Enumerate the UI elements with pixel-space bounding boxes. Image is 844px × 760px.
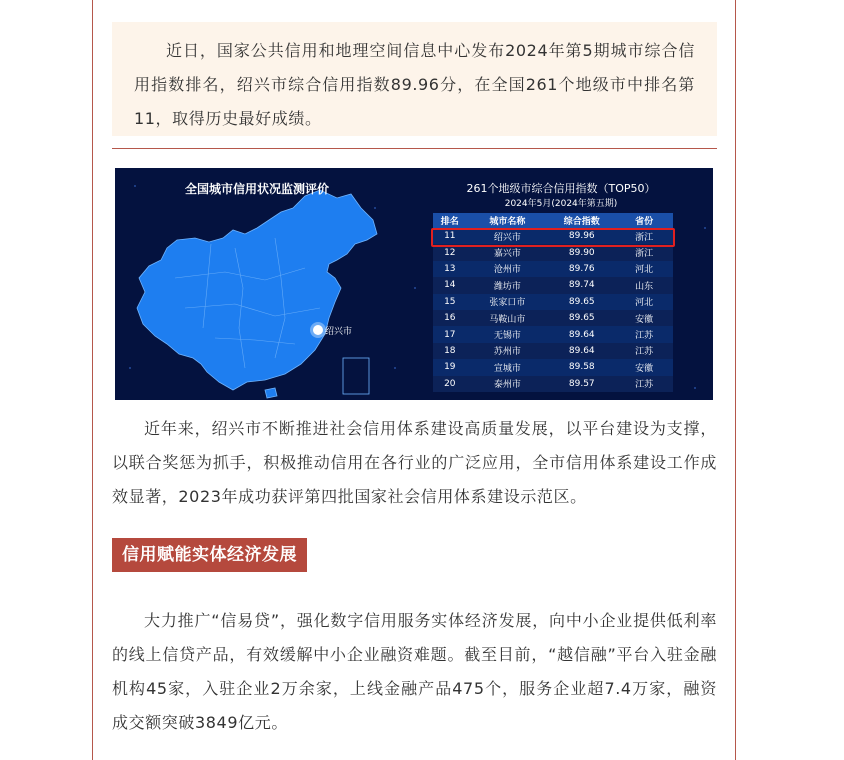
col-index-header: 综合指数 (548, 213, 615, 228)
province-cell: 河北 (615, 294, 673, 310)
intro-paragraph: 近日，国家公共信用和地理空间信息中心发布2024年第5期城市综合信用指数排名，绍兴市综合信用指数89.96分，在全国261个地级市中排名第11，取得历史最好成绩。 (134, 41, 695, 128)
rank-cell: 11 (433, 228, 467, 244)
province-cell: 安徽 (615, 359, 673, 375)
rank-cell: 20 (433, 376, 467, 392)
table-row (433, 294, 673, 310)
city-cell: 无锡市 (467, 326, 549, 342)
index-cell: 89.57 (548, 376, 615, 392)
rank-cell: 14 (433, 277, 467, 293)
province-cell: 河北 (615, 261, 673, 277)
city-cell: 宣城市 (467, 359, 549, 375)
table-row (433, 261, 673, 277)
city-cell: 泰州市 (467, 376, 549, 392)
table-row (433, 326, 673, 342)
rank-cell: 19 (433, 359, 467, 375)
col-city-header: 城市名称 (467, 213, 549, 228)
table-row (433, 376, 673, 392)
col-province-header: 省份 (615, 213, 673, 228)
south-sea-inset (343, 358, 369, 394)
divider-line (112, 148, 717, 149)
index-cell: 89.65 (548, 294, 615, 310)
index-cell: 89.65 (548, 310, 615, 326)
rank-cell: 17 (433, 326, 467, 342)
index-cell: 89.64 (548, 343, 615, 359)
index-cell: 89.90 (548, 244, 615, 260)
city-cell: 苏州市 (467, 343, 549, 359)
province-cell: 江苏 (615, 376, 673, 392)
table-row (433, 343, 673, 359)
ranking-title: 261个地级市综合信用指数（TOP50） (466, 182, 656, 195)
intro-callout (112, 22, 717, 136)
rank-cell: 13 (433, 261, 467, 277)
province-cell: 江苏 (615, 343, 673, 359)
index-cell: 89.58 (548, 359, 615, 375)
city-label: 绍兴市 (325, 327, 353, 337)
table-row (433, 277, 673, 293)
ranking-header-row (433, 213, 673, 228)
china-mainland-shape (137, 190, 377, 390)
shaoxing-highlight-box (431, 228, 675, 247)
city-cell: 马鞍山市 (467, 310, 549, 326)
paragraph-text: 近年来，绍兴市不断推进社会信用体系建设高质量发展，以平台建设为支撑，以联合奖惩为抓手，积极推动信用在各行业的广泛应用，全市信用体系建设工作成效显著，2023年成功获评第四批国家社会信用体系建设示范区。 (112, 419, 717, 506)
section-heading: 信用赋能实体经济发展 (112, 538, 307, 572)
map-title: 全国城市信用状况监测评价 (185, 182, 330, 196)
paragraph-text: 大力推广“信易贷”，强化数字信用服务实体经济发展，向中小企业提供低利率的线上信贷产品，有效缓解中小企业融资难题。截至目前，“越信融”平台入驻金融机构45家，入驻企业2万余家，上线金融产品475个，服务企业超7.4万家，融资成交额突破3849亿元。 (112, 611, 717, 732)
table-row (433, 359, 673, 375)
paragraph-credit-loans (112, 604, 717, 740)
city-cell: 潍坊市 (467, 277, 549, 293)
province-cell: 江苏 (615, 326, 673, 342)
city-cell: 嘉兴市 (467, 244, 549, 260)
rank-cell: 18 (433, 343, 467, 359)
ranking-subtitle: 2024年5月(2024年第五期) (504, 199, 618, 209)
province-cell: 浙江 (615, 244, 673, 260)
rank-cell: 15 (433, 294, 467, 310)
index-cell: 89.96 (548, 228, 615, 244)
col-rank-header: 排名 (433, 213, 467, 228)
credit-ranking-figure (115, 168, 713, 400)
rank-cell: 12 (433, 244, 467, 260)
index-cell: 89.74 (548, 277, 615, 293)
hainan-shape (265, 388, 277, 398)
city-cell: 沧州市 (467, 261, 549, 277)
table-row (433, 310, 673, 326)
shaoxing-marker (313, 325, 323, 335)
province-cell: 山东 (615, 277, 673, 293)
city-cell: 绍兴市 (467, 228, 549, 244)
paragraph-credit-system (112, 412, 717, 514)
province-cell: 安徽 (615, 310, 673, 326)
rank-cell: 16 (433, 310, 467, 326)
city-cell: 张家口市 (467, 294, 549, 310)
province-cell: 浙江 (615, 228, 673, 244)
index-cell: 89.64 (548, 326, 615, 342)
index-cell: 89.76 (548, 261, 615, 277)
